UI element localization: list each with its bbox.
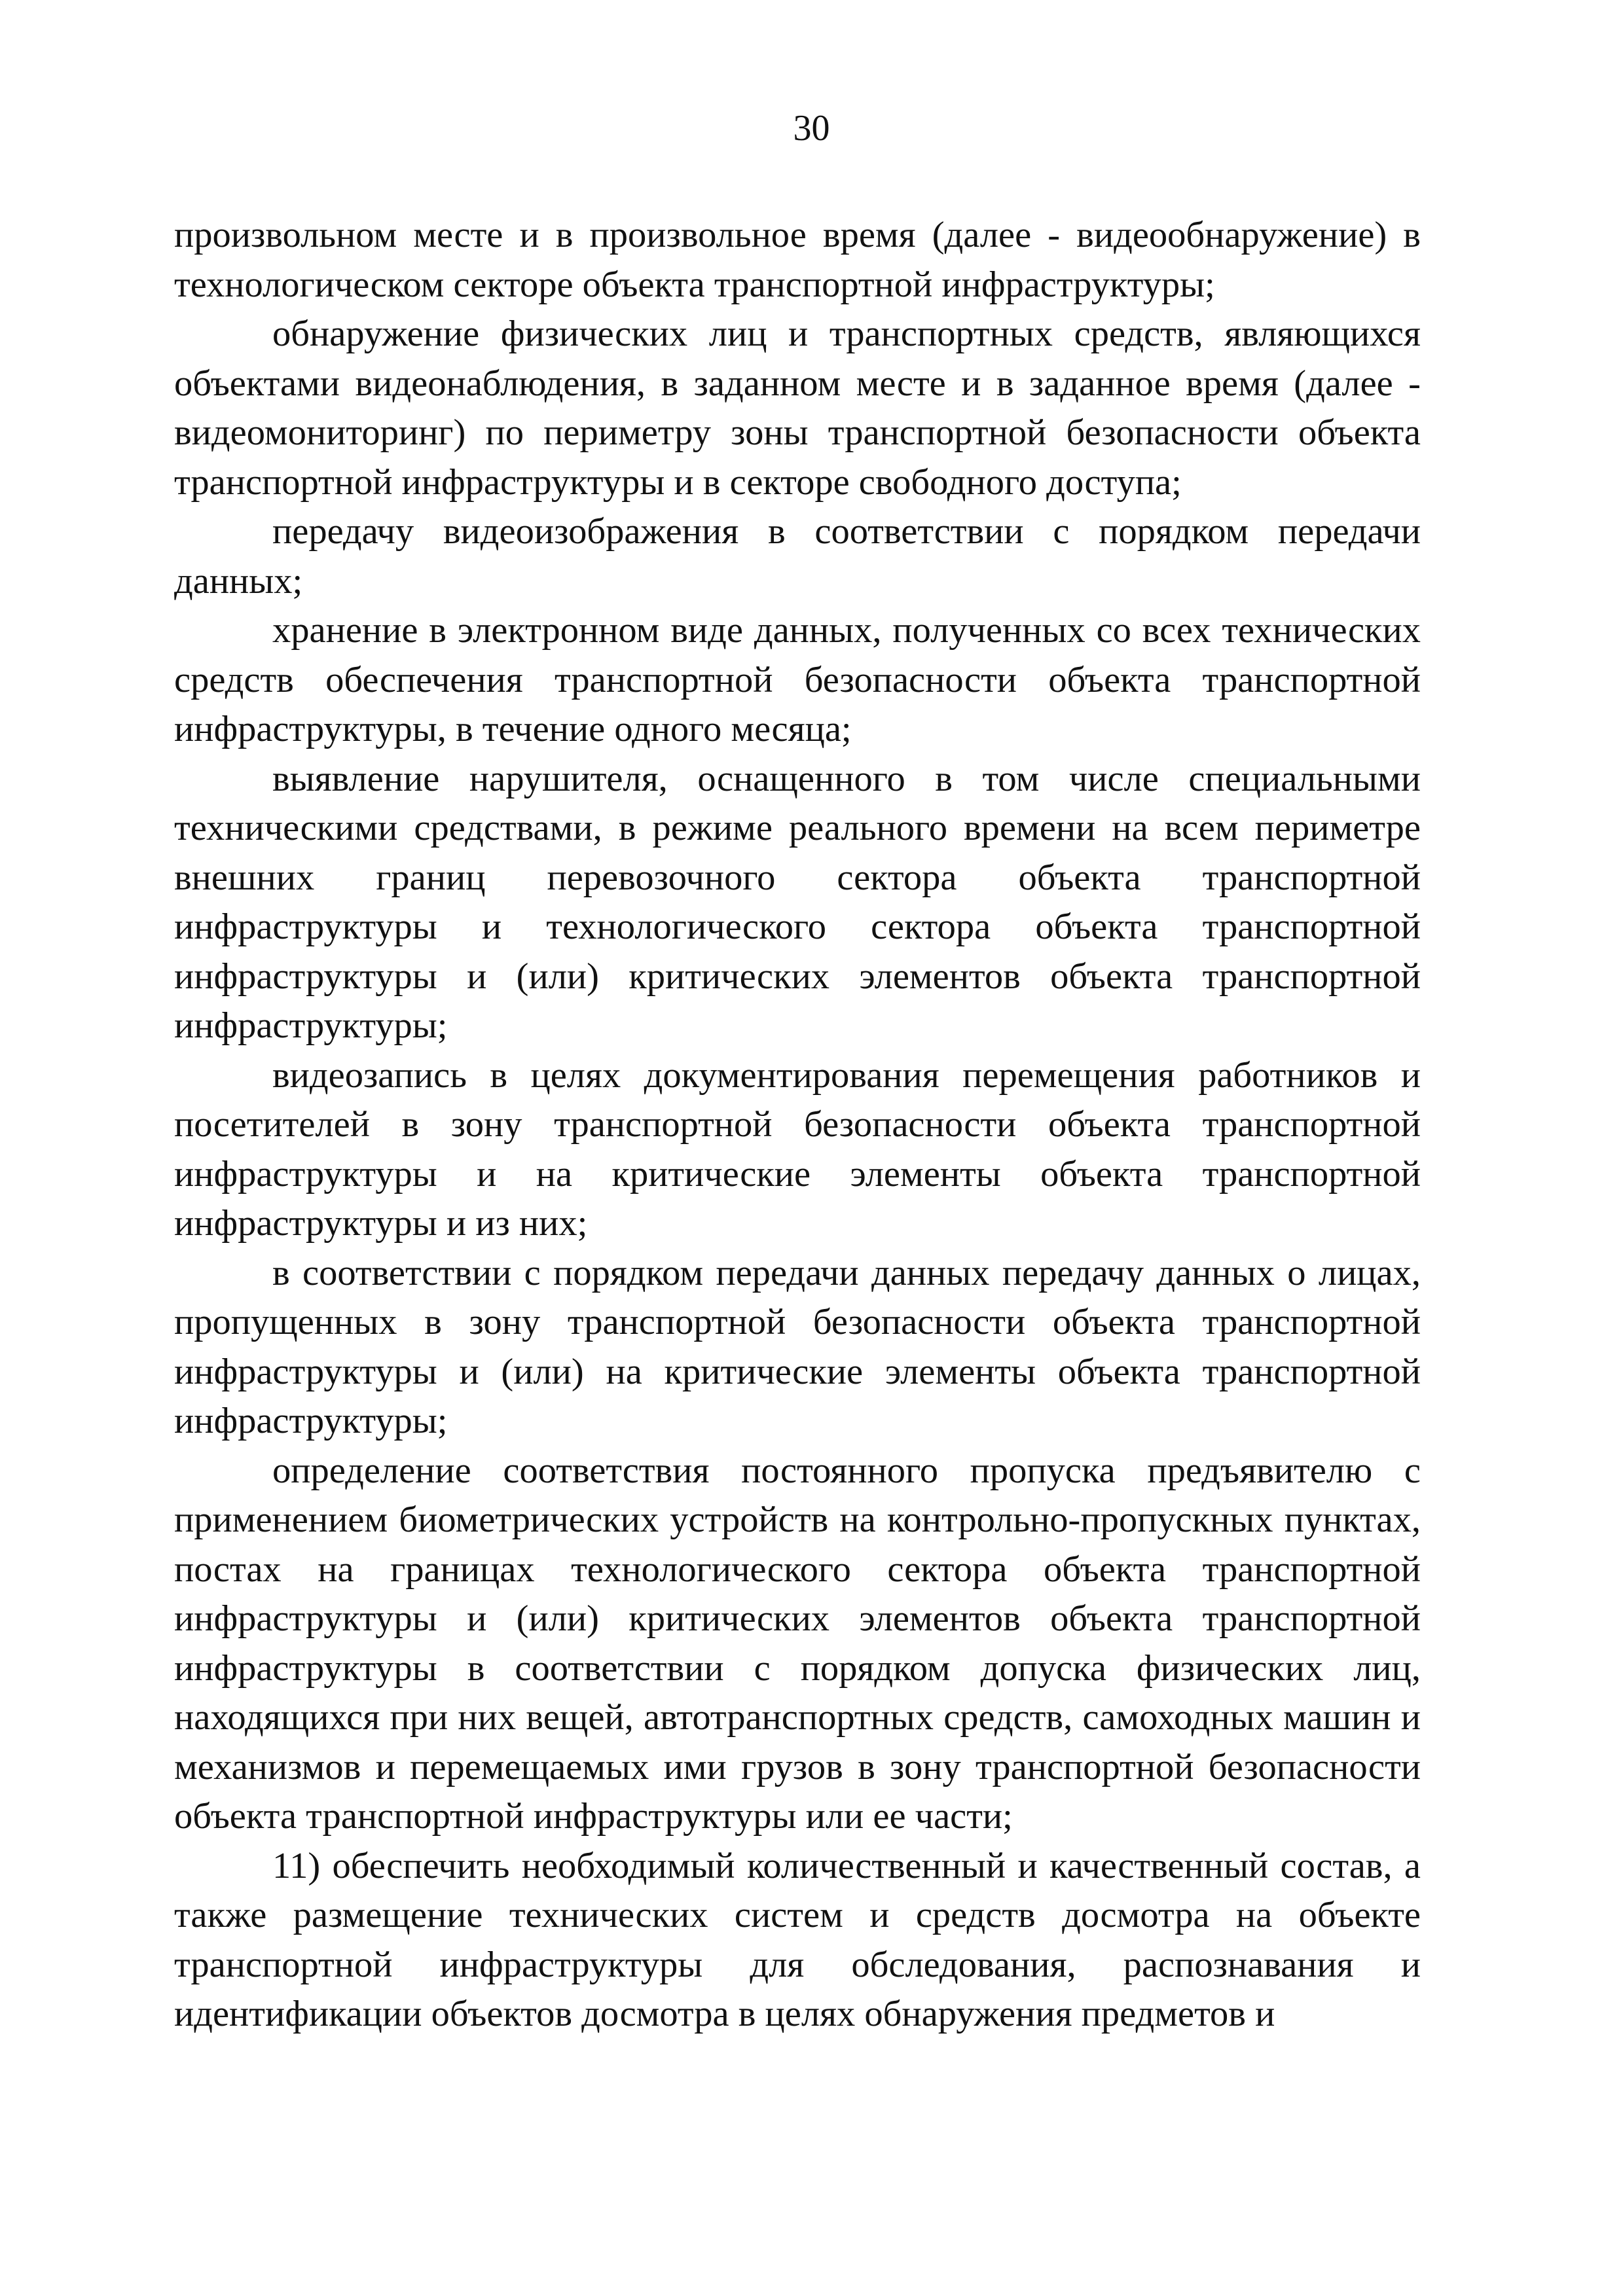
document-body — [174, 211, 1421, 2039]
paragraph: определение соответствия постоянного пропуска предъявителю с применением биометрических устройств на контрольно-пропускных пунктах, постах на границах технологического сектора объекта транспортной инфраструктуры и (или) критических элементов объекта транспортной инфраструктуры в соответствии с порядком допуска физических лиц, находящихся при них вещей, автотранспортных средств, самоходных машин и механизмов и перемещаемых ими грузов в зону транспортной безопасности объекта транспортной инфраструктуры или ее части; — [174, 1450, 1421, 1837]
paragraph: хранение в электронном виде данных, полученных со всех технических средств обеспечения транспортной безопасности объекта транспортной инфраструктуры, в течение одного месяца; — [174, 610, 1421, 749]
paragraph: видеозапись в целях документирования перемещения работников и посетителей в зону транспортной безопасности объекта транспортной инфраструктуры и на критические элементы объекта транспортной инфраструктуры и из них; — [174, 1054, 1421, 1244]
paragraph: 11) обеспечить необходимый количественный и качественный состав, а также размещение технических систем и средств досмотра на объекте транспортной инфраструктуры для обследования, распознавания и идентификации объектов досмотра в целях обнаружения предметов и — [174, 1845, 1421, 2034]
paragraph: обнаружение физических лиц и транспортных средств, являющихся объектами видеонаблюдения, в заданном месте и в заданное время (далее - видеомониторинг) по периметру зоны транспортной безопасности объекта транспортной инфраструктуры и в секторе свободного доступа; — [174, 314, 1421, 503]
paragraph-continued: произвольном месте и в произвольное время (далее - видеообнаружение) в технологическом секторе объекта транспортной инфраструктуры; — [174, 215, 1421, 305]
paragraph: выявление нарушителя, оснащенного в том числе специальными техническими средствами, в режиме реального времени на всем периметре внешних границ перевозочного сектора объекта транспортной инфраструктуры и технологического сектора объекта транспортной инфраструктуры и (или) критических элементов объекта транспортной инфраструктуры; — [174, 758, 1421, 1046]
paragraph: передачу видеоизображения в соответствии с порядком передачи данных; — [174, 511, 1421, 601]
page-number: 30 — [793, 108, 830, 149]
paragraph: в соответствии с порядком передачи данных передачу данных о лицах, пропущенных в зону транспортной безопасности объекта транспортной инфраструктуры и (или) на критические элементы объекта транспортной инфраструктуры; — [174, 1252, 1421, 1441]
